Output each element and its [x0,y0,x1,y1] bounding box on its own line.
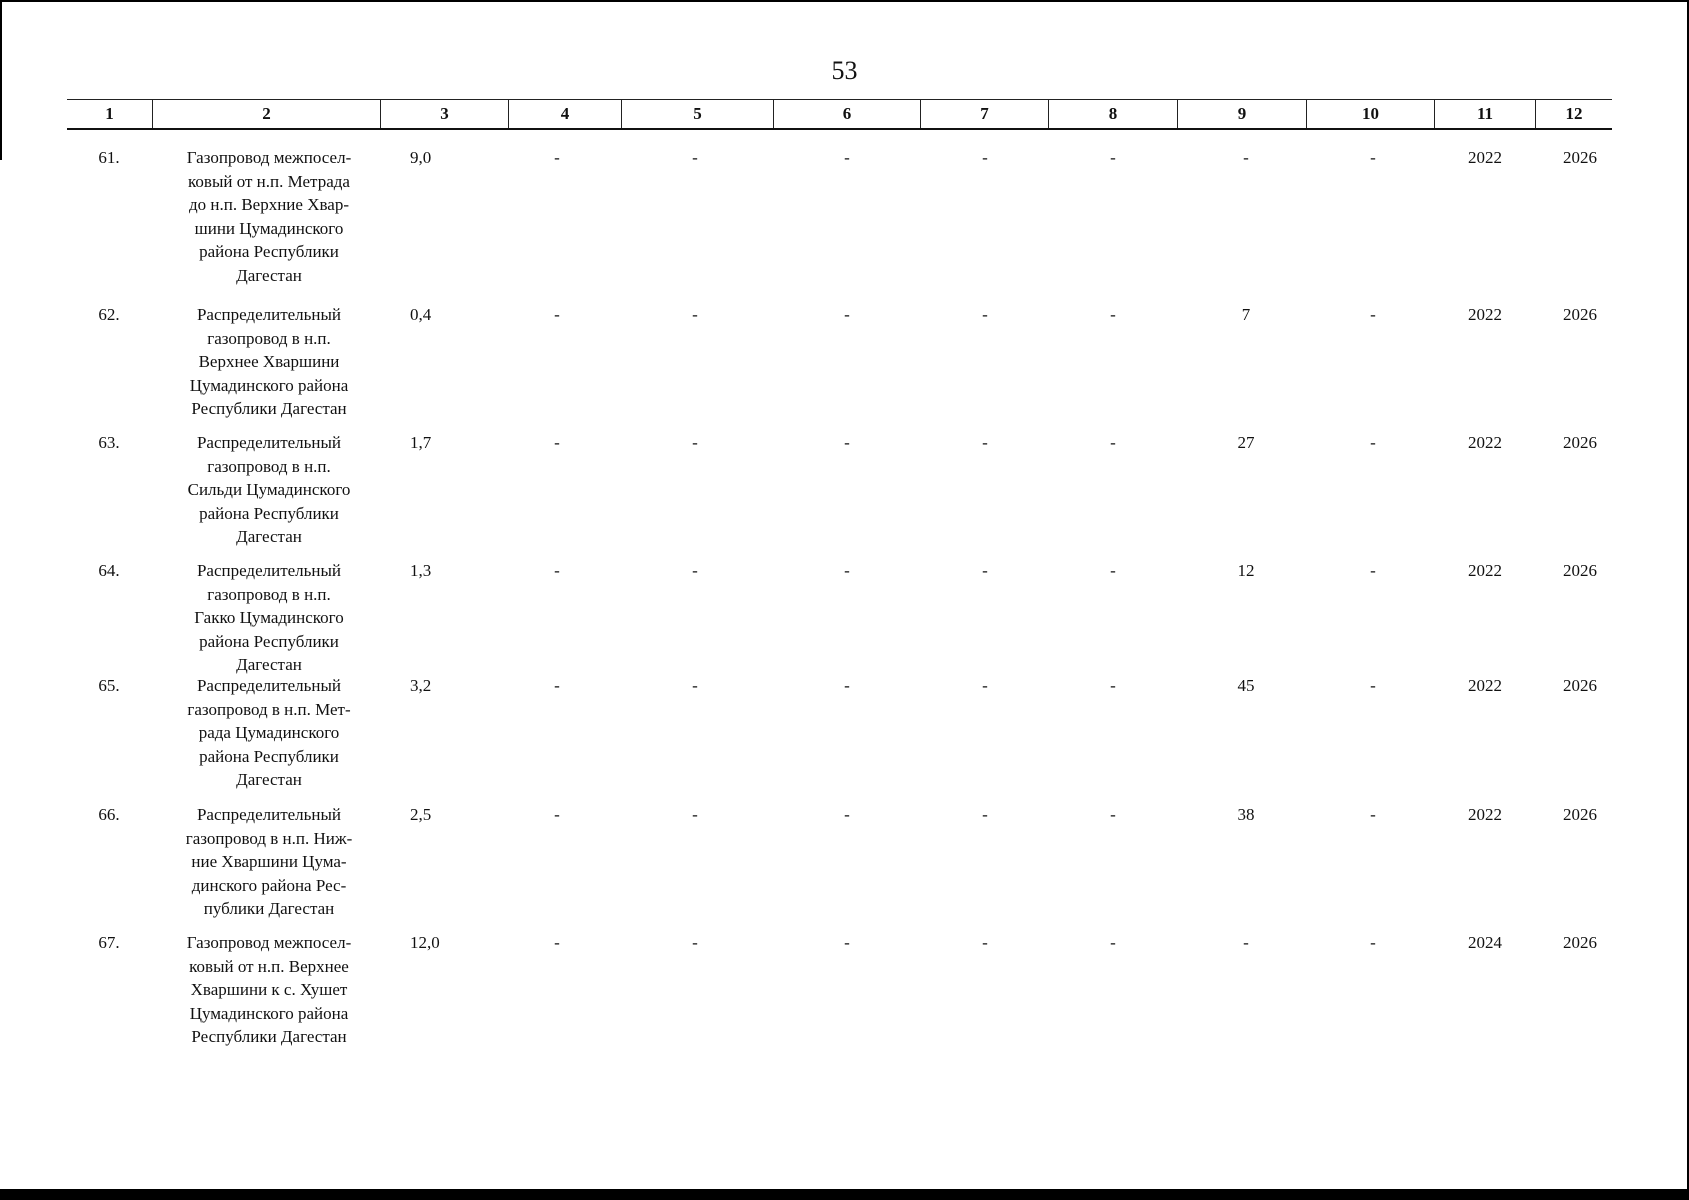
description-line: Газопровод межпосел- [186,933,352,952]
description-line: Республики Дагестан [191,1027,347,1046]
description-line: ковый от н.п. Верхнее [189,956,349,976]
col-12-value: 2026 [1563,305,1597,324]
description-line: Газопровод межпосел- [186,148,352,167]
col-5-value: - [692,933,698,952]
col-11-value: 2022 [1468,305,1502,324]
description-line: ние Хваршини Цума- [191,852,347,871]
row-description [160,431,378,549]
description-line: динского района Рес- [191,875,347,895]
row-number: 61. [98,148,120,167]
description-line: Цумадинского района [189,375,349,395]
row-description [160,303,378,421]
col-6-value: - [844,933,850,952]
col-11-value: 2022 [1468,561,1502,580]
col-7-value: - [982,933,988,952]
description-line: газопровод в н.п. [207,456,331,476]
row-number: 63. [98,433,120,452]
col-8-value: - [1110,305,1116,324]
description-line: Распределительный [196,676,342,695]
col-9-value: 45 [1237,676,1255,695]
col-12-value: 2026 [1563,148,1597,167]
description-line: района Республики [199,746,339,766]
description-line: Распределительный [196,805,342,824]
description-line: Распределительный [196,433,342,452]
col-4-value: - [554,433,560,452]
description-line: Сильди Цумадинского [187,480,351,499]
col-10-value: - [1370,676,1376,695]
row-description [160,803,378,921]
description-line: шини Цумадинского [194,218,344,238]
scan-border-bottom [0,1189,1689,1200]
col-3-value: 3,2 [410,676,432,695]
col-7-value: - [982,305,988,324]
header-col-8: 8 [1048,100,1177,128]
col-6-value: - [844,305,850,324]
description-line: газопровод в н.п. Ниж- [185,828,353,848]
description-line: Распределительный [196,305,342,324]
description-line: Дагестан [236,527,302,546]
col-7-value: - [982,676,988,695]
col-7-value: - [982,805,988,824]
col-4-value: - [554,305,560,324]
col-8-value: - [1110,805,1116,824]
description-line: публики Дагестан [203,899,335,918]
description-line: рада Цумадинского [198,723,340,742]
col-12-value: 2026 [1563,805,1597,824]
col-3-value: 0,4 [410,305,432,324]
col-12-value: 2026 [1563,433,1597,452]
col-8-value: - [1110,676,1116,695]
col-4-value: - [554,933,560,952]
col-11-value: 2022 [1468,433,1502,452]
header-col-9: 9 [1177,100,1306,128]
header-col-5: 5 [621,100,773,128]
description-line: района Республики [199,631,339,651]
header-col-2: 2 [152,100,380,128]
row-number: 62. [98,305,120,324]
col-10-value: - [1370,433,1376,452]
description-line: Республики Дагестан [191,399,347,418]
header-col-4: 4 [508,100,621,128]
row-description [160,674,378,792]
col-4-value: - [554,805,560,824]
row-description [160,146,378,287]
header-col-7: 7 [920,100,1048,128]
description-line: Верхнее Хваршини [198,352,340,371]
col-6-value: - [844,805,850,824]
col-9-value: 38 [1237,805,1255,824]
col-9-value: 7 [1241,305,1251,324]
col-7-value: - [982,561,988,580]
description-line: Хваршини к с. Хушет [190,980,348,999]
col-5-value: - [692,676,698,695]
description-line: ковый от н.п. Метрада [188,171,350,191]
header-col-3: 3 [380,100,508,128]
col-10-value: - [1370,148,1376,167]
col-10-value: - [1370,305,1376,324]
col-12-value: 2026 [1563,676,1597,695]
col-9-value: 27 [1237,433,1255,452]
col-5-value: - [692,148,698,167]
description-line: газопровод в н.п. [207,328,331,348]
header-col-1: 1 [105,104,114,123]
col-11-value: 2024 [1468,933,1502,952]
col-3-value: 12,0 [410,933,440,952]
description-line: района Республики [199,503,339,523]
description-line: Распределительный [196,561,342,580]
col-5-value: - [692,561,698,580]
col-3-value: 9,0 [410,148,432,167]
description-line: Дагестан [236,265,302,285]
col-8-value: - [1110,148,1116,167]
col-12-value: 2026 [1563,561,1597,580]
col-12-value: 2026 [1563,933,1597,952]
description-line: Гакко Цумадинского [194,608,344,627]
row-number: 66. [98,805,120,824]
description-line: Дагестан [236,655,302,674]
header-bottom-rule [67,128,1612,130]
col-6-value: - [844,676,850,695]
col-10-value: - [1370,805,1376,824]
col-5-value: - [692,433,698,452]
col-5-value: - [692,805,698,824]
page-number: 53 [831,56,858,85]
row-description [160,559,378,677]
description-line: Цумадинского района [189,1003,349,1023]
header-col-11: 11 [1434,100,1535,128]
col-6-value: - [844,561,850,580]
header-col-6: 6 [773,100,920,128]
scan-border-top [0,0,1689,2]
col-10-value: - [1370,561,1376,580]
description-line: района Республики [199,242,339,261]
col-9-value: - [1243,148,1249,167]
row-description [160,931,378,1049]
description-line: газопровод в н.п. [207,584,331,604]
col-3-value: 1,3 [410,561,432,580]
col-11-value: 2022 [1468,148,1502,167]
col-9-value: - [1243,933,1249,952]
col-4-value: - [554,676,560,695]
header-col-10: 10 [1306,100,1434,128]
row-number: 65. [98,676,120,695]
col-5-value: - [692,305,698,324]
col-7-value: - [982,148,988,167]
description-line: Дагестан [236,770,302,789]
col-3-value: 1,7 [410,433,432,452]
col-4-value: - [554,148,560,167]
col-11-value: 2022 [1468,805,1502,824]
col-3-value: 2,5 [410,805,432,824]
description-line: газопровод в н.п. Мет- [187,699,351,719]
col-9-value: 12 [1237,561,1255,580]
row-number: 67. [98,933,120,952]
header-col-12: 12 [1535,100,1612,128]
col-11-value: 2022 [1468,676,1502,695]
col-8-value: - [1110,933,1116,952]
col-8-value: - [1110,561,1116,580]
col-6-value: - [844,148,850,167]
col-4-value: - [554,561,560,580]
col-10-value: - [1370,933,1376,952]
col-6-value: - [844,433,850,452]
col-8-value: - [1110,433,1116,452]
col-7-value: - [982,433,988,452]
description-line: до н.п. Верхние Хвар- [188,195,349,214]
row-number: 64. [98,561,120,580]
